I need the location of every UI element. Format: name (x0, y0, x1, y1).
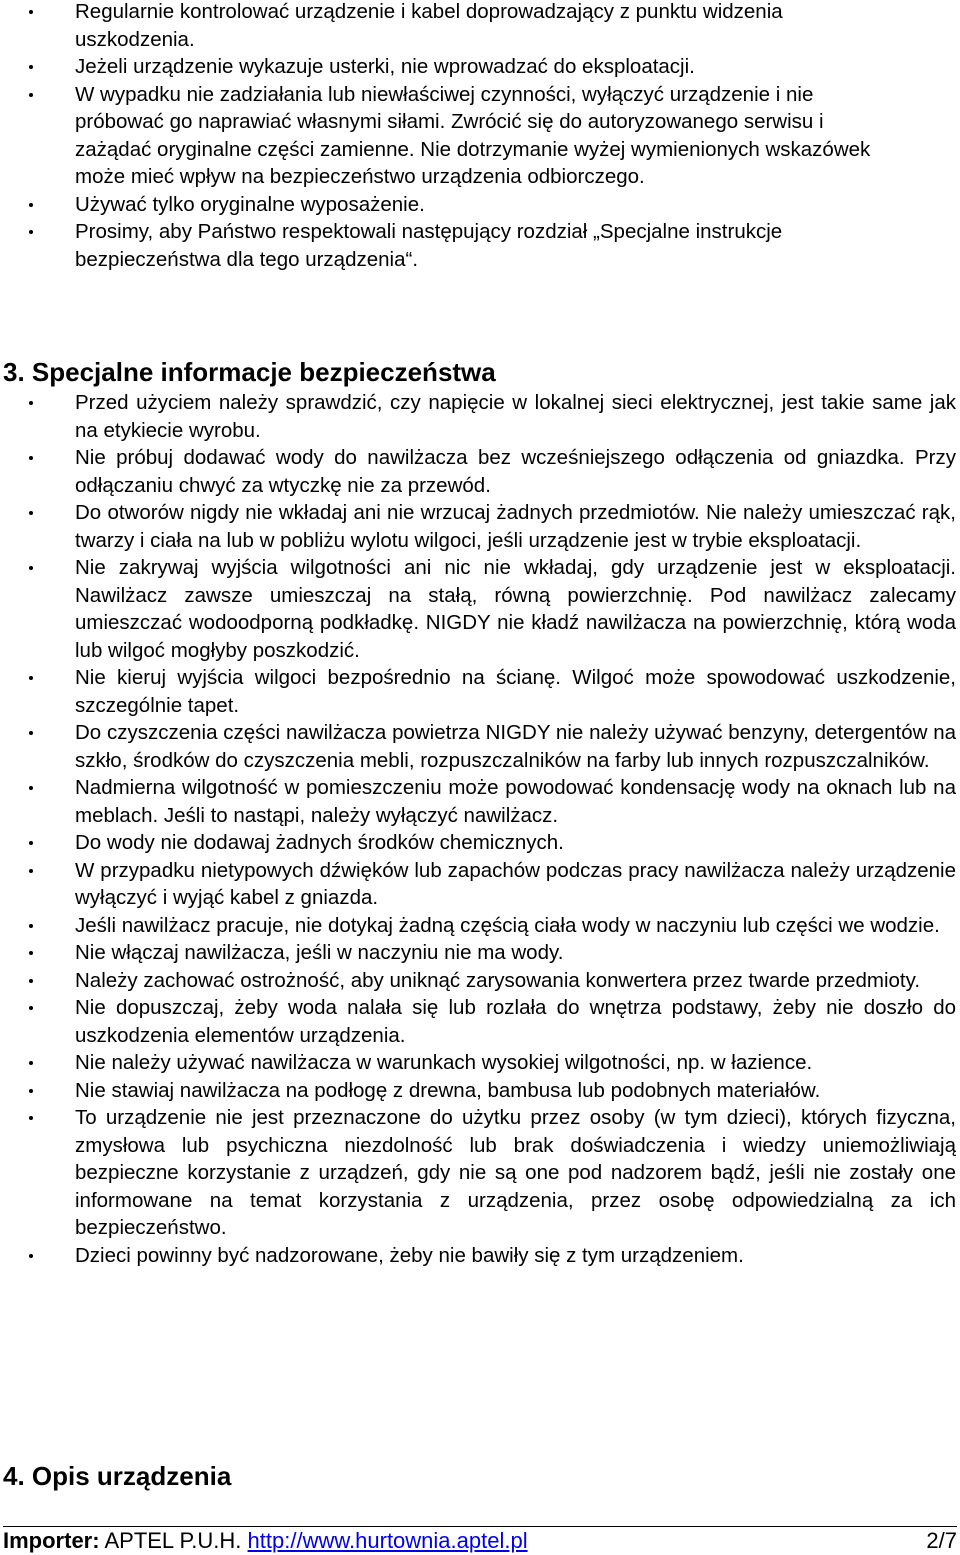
website-link[interactable]: http://www.hurtownia.aptel.pl (247, 1528, 528, 1553)
list-item: Jeżeli urządzenie wykazuje usterki, nie wprowadzać do eksploatacji. (75, 53, 905, 81)
list-item: Do czyszczenia części nawilżacza powietrza NIGDY nie należy używać benzyny, detergentów na szkło, środków do czyszczenia mebli, rozpuszczalników na farby lub innych rozpuszczalników. (75, 719, 956, 774)
page-number: 2/7 (926, 1528, 957, 1553)
list-item: Do otworów nigdy nie wkładaj ani nie wrzucaj żadnych przedmiotów. Nie należy umieszczać rąk, twarzy i ciała na lub w pobliżu wylotu wilgoci, jeśli urządzenie jest w trybie eksploatacji. (75, 499, 956, 554)
page-footer (3, 1526, 957, 1555)
safety-information-list (75, 389, 956, 1269)
list-item: W wypadku nie zadziałania lub niewłaściwej czynności, wyłączyć urządzenie i nie próbować go naprawiać własnymi siłami. Zwrócić się do autoryzowanego serwisu i zażądać oryginalne części zamienne. Nie dotrzymanie wyżej wymienionych wskazówek może mieć wpływ na bezpieczeństwo urządzenia odbiorczego. (75, 81, 905, 191)
list-item: To urządzenie nie jest przeznaczone do użytku przez osoby (w tym dzieci), których fizyczna, zmysłowa lub psychiczna niezdolność lub brak doświadczenia i wiedzy uniemożliwiają bezpieczne korzystanie z urządzeń, gdy nie są one pod nadzorem bądź, jeśli nie zostały one informowane na temat korzystania z urządzenia, przez osobę odpowiedzialną za ich bezpieczeństwo. (75, 1104, 956, 1242)
importer-name: APTEL P.U.H. (104, 1528, 242, 1553)
list-item: Nie należy używać nawilżacza w warunkach wysokiej wilgotności, np. w łazience. (75, 1049, 956, 1077)
list-item: Nie dopuszczaj, żeby woda nalała się lub rozlała do wnętrza podstawy, żeby nie doszło do uszkodzenia elementów urządzenia. (75, 994, 956, 1049)
list-item: Prosimy, aby Państwo respektowali następujący rozdział „Specjalne instrukcje bezpieczeństwa dla tego urządzenia“. (75, 218, 905, 273)
list-item: Do wody nie dodawaj żadnych środków chemicznych. (75, 829, 956, 857)
list-item: Używać tylko oryginalne wyposażenie. (75, 191, 905, 219)
list-item: Nie stawiaj nawilżacza na podłogę z drewna, bambusa lub podobnych materiałów. (75, 1077, 956, 1105)
list-item: Regularnie kontrolować urządzenie i kabel doprowadzający z punktu widzenia uszkodzenia. (75, 0, 905, 53)
precautions-list (75, 0, 905, 273)
list-item: Nie próbuj dodawać wody do nawilżacza bez wcześniejszego odłączenia od gniazdka. Przy odłączaniu chwyć za wtyczkę nie za przewód. (75, 444, 956, 499)
list-item: Należy zachować ostrożność, aby uniknąć zarysowania konwertera przez twarde przedmioty. (75, 967, 956, 995)
section-3-heading: 3. Specjalne informacje bezpieczeństwa (3, 357, 496, 387)
list-item: Dzieci powinny być nadzorowane, żeby nie bawiły się z tym urządzeniem. (75, 1242, 956, 1270)
importer-label: Importer: (3, 1528, 100, 1553)
list-item: Nie kieruj wyjścia wilgoci bezpośrednio na ścianę. Wilgoć może spowodować uszkodzenie, szczególnie tapet. (75, 664, 956, 719)
list-item: Nie włączaj nawilżacza, jeśli w naczyniu nie ma wody. (75, 939, 956, 967)
list-item: Przed użyciem należy sprawdzić, czy napięcie w lokalnej sieci elektrycznej, jest takie same jak na etykiecie wyrobu. (75, 389, 956, 444)
list-item: Nie zakrywaj wyjścia wilgotności ani nic nie wkładaj, gdy urządzenie jest w eksploatacji. Nawilżacz zawsze umieszczaj na stałą, równą powierzchnię. Pod nawilżacz zalecamy umieszczać wodoodporną podkładkę. NIGDY nie kładź nawilżacza na powierzchnię, którą woda lub wilgoć mogłyby poszkodzić. (75, 554, 956, 664)
section-4-heading: 4. Opis urządzenia (3, 1461, 232, 1491)
list-item: W przypadku nietypowych dźwięków lub zapachów podczas pracy nawilżacza należy urządzenie wyłączyć i wyjąć kabel z gniazda. (75, 857, 956, 912)
list-item: Nadmierna wilgotność w pomieszczeniu może powodować kondensację wody na oknach lub na meblach. Jeśli to nastąpi, należy wyłączyć nawilżacz. (75, 774, 956, 829)
list-item: Jeśli nawilżacz pracuje, nie dotykaj żadną częścią ciała wody w naczyniu lub części we wodzie. (75, 912, 956, 940)
